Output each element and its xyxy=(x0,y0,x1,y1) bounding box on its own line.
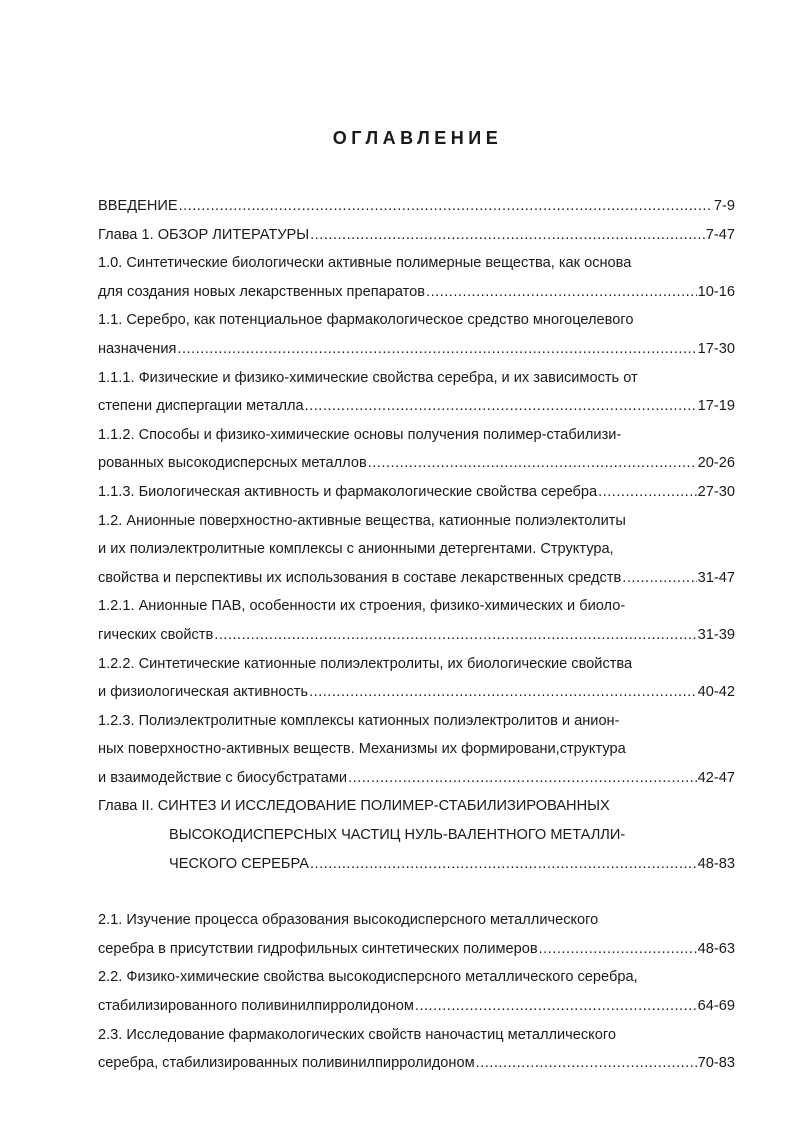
toc-text-line: 1.2.2. Синтетические катионные полиэлектролиты, их биологические свойства xyxy=(98,655,633,672)
dot-leader xyxy=(348,764,697,793)
toc-entry-row xyxy=(98,278,735,307)
toc-entry xyxy=(98,850,735,879)
toc-entry-title: назначения xyxy=(98,340,177,357)
toc-page-range: 27-30 xyxy=(697,483,735,500)
toc-entry xyxy=(98,935,735,964)
toc-entry-title: стабилизированного поливинилпирролидоном xyxy=(98,998,414,1015)
toc-entry xyxy=(98,221,735,250)
page-title: ОГЛАВЛЕНИЕ xyxy=(332,128,503,148)
toc-entry-row xyxy=(98,621,735,650)
toc-page-range: 42-47 xyxy=(697,769,735,786)
toc-entry-title: и взаимодействие с биосубстратами xyxy=(98,769,348,786)
toc-entry-title: серебра, стабилизированных поливинилпирролидоном xyxy=(98,1055,475,1072)
dot-leader xyxy=(179,192,713,221)
toc-entry-title: и физиологическая активность xyxy=(98,684,309,701)
dot-leader xyxy=(310,221,705,250)
toc-entry-row xyxy=(98,992,735,1021)
toc-entry xyxy=(98,621,735,650)
toc-entry xyxy=(98,392,735,421)
toc-entry-title: Глава 1. ОБЗОР ЛИТЕРАТУРЫ xyxy=(98,226,310,243)
toc-entry-title: свойства и перспективы их использования в составе лекарственных средств xyxy=(98,569,622,586)
toc-entry-row xyxy=(98,564,735,593)
dot-leader xyxy=(539,935,697,964)
dot-leader xyxy=(177,335,696,364)
table-of-contents xyxy=(98,192,735,1078)
toc-entry xyxy=(98,764,735,793)
dot-leader xyxy=(622,564,696,593)
toc-entry-row xyxy=(98,478,735,507)
toc-entry-title: ВВЕДЕНИЕ xyxy=(98,198,178,214)
toc-page-range: 31-47 xyxy=(697,569,735,586)
toc-entry xyxy=(98,992,735,1021)
toc-page-range: 7-47 xyxy=(705,226,735,243)
toc-entry-title: серебра в присутствии гидрофильных синтетических полимеров xyxy=(98,940,538,957)
toc-text-line: ВЫСОКОДИСПЕРСНЫХ ЧАСТИЦ НУЛЬ-ВАЛЕНТНОГО МЕТАЛЛИ- xyxy=(169,827,626,844)
toc-entry-title: рованных высокодисперсных металлов xyxy=(98,455,367,472)
toc-entry-row xyxy=(98,935,735,964)
toc-entry xyxy=(98,192,735,221)
dot-leader xyxy=(309,678,697,707)
toc-text-line: 1.0. Синтетические биологически активные полимерные вещества, как основа xyxy=(98,255,632,272)
toc-page-range: 20-26 xyxy=(697,455,735,472)
toc-entry-row xyxy=(98,678,735,707)
toc-entry-row xyxy=(98,764,735,793)
toc-page-range: 40-42 xyxy=(697,684,735,701)
toc-page-range: 7-9 xyxy=(713,198,735,214)
toc-text-line: 2.1. Изучение процесса образования высокодисперсного металлического xyxy=(98,912,599,929)
toc-text-line: 2.2. Физико-химические свойства высокодисперсного металлического серебра, xyxy=(98,969,638,986)
toc-text-line: 1.1.2. Способы и физико-химические основы получения полимер-стабилизи- xyxy=(98,426,622,443)
toc-page-range: 48-83 xyxy=(697,855,735,872)
toc-entry xyxy=(98,335,735,364)
toc-entry-title: степени диспергации металла xyxy=(98,398,304,415)
dot-leader xyxy=(368,449,697,478)
toc-entry xyxy=(98,564,735,593)
toc-text-line: 1.1. Серебро, как потенциальное фармакологическое средство многоцелевого xyxy=(98,312,634,329)
toc-text-line: 1.2. Анионные поверхностно-активные вещества, катионные полиэлектолиты xyxy=(98,512,626,529)
toc-text-line: и их полиэлектролитные комплексы с анионными детергентами. Структура, xyxy=(98,541,614,558)
toc-entry-row xyxy=(98,392,735,421)
toc-entry-row xyxy=(169,850,735,879)
dot-leader xyxy=(476,1049,697,1078)
dot-leader xyxy=(310,850,697,879)
dot-leader xyxy=(214,621,696,650)
toc-entry xyxy=(98,278,735,307)
toc-entry-row xyxy=(98,221,735,250)
toc-page-range: 17-30 xyxy=(697,340,735,357)
toc-entry-row xyxy=(98,335,735,364)
toc-page-range: 17-19 xyxy=(697,398,735,415)
dot-leader xyxy=(305,392,697,421)
toc-entry-title: для создания новых лекарственных препаратов xyxy=(98,283,426,300)
dot-leader xyxy=(598,478,697,507)
toc-text-line: 1.2.3. Полиэлектролитные комплексы катионных полиэлектролитов и анион- xyxy=(98,712,620,729)
dot-leader xyxy=(415,992,697,1021)
toc-entry xyxy=(98,678,735,707)
toc-text-line: 1.2.1. Анионные ПАВ, особенности их строения, физико-химических и биоло- xyxy=(98,598,626,615)
toc-entry xyxy=(98,1049,735,1078)
toc-entry-row xyxy=(98,449,735,478)
toc-text-line: 1.1.1. Физические и физико-химические свойства серебра, и их зависимость от xyxy=(98,369,638,386)
dot-leader xyxy=(426,278,697,307)
toc-entry xyxy=(98,449,735,478)
toc-text-line: 2.3. Исследование фармакологических свойств наночастиц металлического xyxy=(98,1026,616,1043)
toc-entry-row xyxy=(98,192,735,221)
toc-entry-title: гических свойств xyxy=(98,626,214,643)
toc-page-range: 48-63 xyxy=(697,940,735,957)
toc-text-line: ных поверхностно-активных веществ. Механизмы их формировани,структура xyxy=(98,741,626,758)
toc-page-range: 64-69 xyxy=(697,998,735,1015)
toc-text-line: Глава II. СИНТЕЗ И ИССЛЕДОВАНИЕ ПОЛИМЕР-СТАБИЛИЗИРОВАННЫХ xyxy=(98,798,610,815)
toc-entry-row xyxy=(98,1049,735,1078)
toc-page-range: 70-83 xyxy=(697,1055,735,1072)
toc-page-range: 10-16 xyxy=(697,283,735,300)
toc-entry-title: ЧЕСКОГО СЕРЕБРА xyxy=(169,855,309,872)
toc-page-range: 31-39 xyxy=(697,626,735,643)
toc-entry-title: 1.1.3. Биологическая активность и фармакологические свойства серебра xyxy=(98,483,598,500)
toc-entry xyxy=(98,478,735,507)
